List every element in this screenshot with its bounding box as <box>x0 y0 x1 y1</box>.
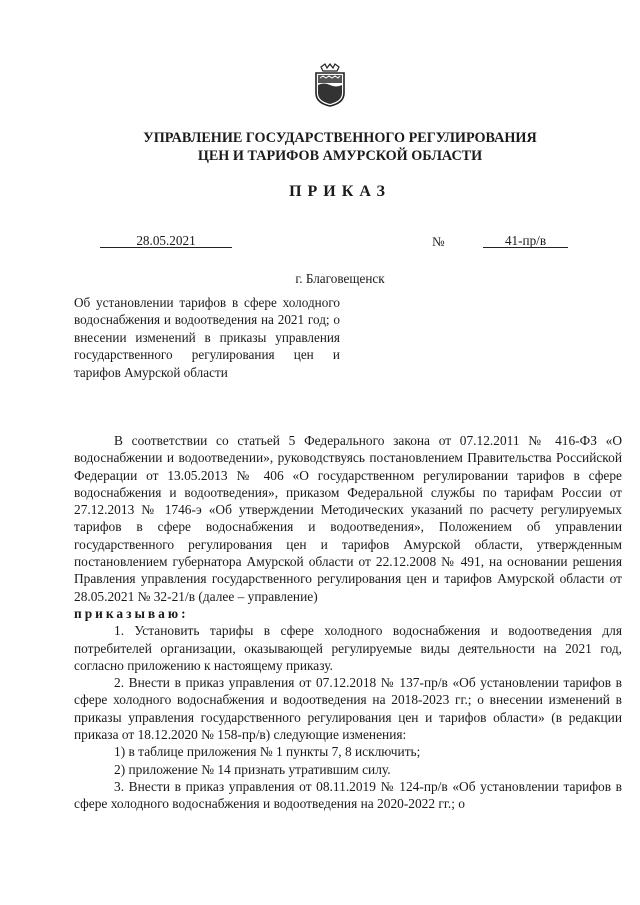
document-date: 28.05.2021 <box>100 234 232 248</box>
item-2-1: 1) в таблице приложения № 1 пункты 7, 8 исключить; <box>114 744 421 760</box>
number-sign: № <box>432 234 445 249</box>
item-1: 1. Установить тарифы в сфере холодного водоснабжения и водоотведения для потребителей организации, оказывающей регулируемые виды деятельности на 2021 год, согласно приложению к настоящему приказу. <box>74 623 622 673</box>
document-body <box>74 432 622 813</box>
item-2: 2. Внести в приказ управления от 07.12.2018 № 137-пр/в «Об установлении тарифов в сфере холодного водоснабжения и водоотведения на 2018-2023 гг.; о внесении изменений в приказы управления государственного регулирования цен и тарифов области» (в редакции приказа от 18.12.2020 № 158-пр/в) следующие изменения: <box>74 675 622 743</box>
document-type: ПРИКАЗ <box>289 183 391 200</box>
city: г. Благовещенск <box>295 271 385 286</box>
item-3: 3. Внести в приказ управления от 08.11.2019 № 124-пр/в «Об установлении тарифов в сфере холодного водоснабжения и водоотведения на 2020-2022 гг.; о <box>74 778 622 812</box>
document-number: 41-пр/в <box>483 234 568 248</box>
item-2-2: 2) приложение № 14 признать утратившим силу. <box>114 761 391 777</box>
org-line-1: УПРАВЛЕНИЕ ГОСУДАРСТВЕННОГО РЕГУЛИРОВАНИЯ <box>143 130 537 146</box>
document-subject: Об установлении тарифов в сфере холодного водоснабжения и водоотведения на 2021 год; о внесении изменений в приказы управления государственного регулирования цен и тарифов Амурской области <box>74 295 340 380</box>
preamble: В соответствии со статьей 5 Федерального закона от 07.12.2011 № 416-ФЗ «О водоснабжении и водоотведении», руководствуясь постановлением Правительства Российской Федерации от 13.05.2013 № 406 «О государственном регулировании тарифов в сфере водоснабжения и водоотведения», приказом Федеральной службы по тарифам России от 27.12.2013 № 1746-э «Об утверждении Методических указаний по расчету регулируемых тарифов в сфере водоснабжения и водоотведения», Положением об управлении государственного регулирования цен и тарифов Амурской области, утвержденным постановлением губернатора Амурской области от 22.12.2008 № 491, на основании решения Правления управления государственного регулирования цен и тарифов Амурской области от 28.05.2021 № 32-21/в (далее – управление) <box>74 433 622 604</box>
orders-heading: приказываю: <box>74 605 189 621</box>
organization-name <box>0 129 640 165</box>
coat-of-arms-icon <box>313 63 347 107</box>
org-line-2: ЦЕН И ТАРИФОВ АМУРСКОЙ ОБЛАСТИ <box>197 148 483 164</box>
